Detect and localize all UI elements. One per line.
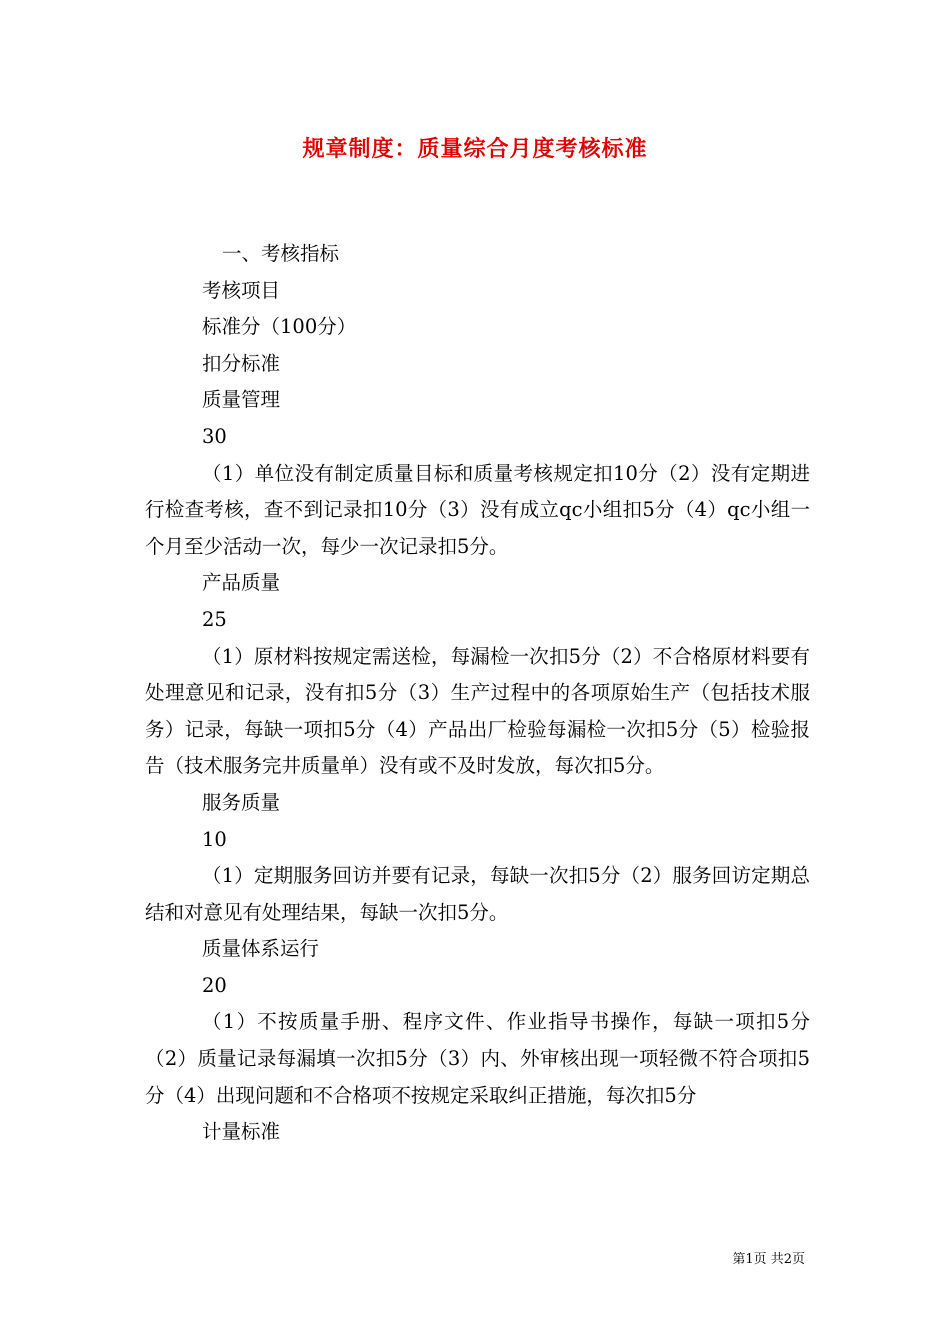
item-score: 10 — [202, 827, 227, 851]
item-criteria: （1）单位没有制定质量目标和质量考核规定扣10分（2）没有定期进行检查考核，查不到记录扣10分（3）没有成立qc小组扣5分（4）qc小组一个月至少活动一次，每少一次记录扣5分。 — [145, 461, 810, 558]
item-name: 质量体系运行 — [202, 937, 320, 961]
item-criteria: （1）定期服务回访并要有记录，每缺一次扣5分（2）服务回访定期总结和对意见有处理结果，每缺一次扣5分。 — [145, 864, 810, 924]
header-score-label: 标准分（100分） — [202, 315, 357, 339]
item-criteria: （1）原材料按规定需送检，每漏检一次扣5分（2）不合格原材料要有处理意见和记录，没有扣5分（3）生产过程中的各项原始生产（包括技术服务）记录，每缺一项扣5分（4）产品出厂检验每漏检一次扣5分（5）检验报告（技术服务完井质量单）没有或不及时发放，每次扣5分。 — [145, 644, 810, 778]
item-score: 30 — [202, 424, 227, 448]
header-item-label: 考核项目 — [202, 278, 281, 302]
item-name: 计量标准 — [202, 1120, 281, 1144]
item-name: 质量管理 — [202, 388, 281, 412]
section-heading: 一、考核指标 — [222, 242, 340, 265]
header-criteria-label: 扣分标准 — [202, 351, 281, 375]
item-name: 产品质量 — [202, 571, 281, 595]
page-title: 规章制度：质量综合月度考核标准 — [302, 136, 648, 162]
page-footer: 第1页 共2页 — [732, 1252, 805, 1267]
document-body — [145, 236, 810, 1151]
item-score: 25 — [202, 607, 227, 631]
item-criteria: （1）不按质量手册、程序文件、作业指导书操作，每缺一项扣5分（2）质量记录每漏填一次扣5分（3）内、外审核出现一项轻微不符合项扣5分（4）出现问题和不合格项不按规定采取纠正措施，每次扣5分 — [145, 1010, 810, 1107]
item-score: 20 — [202, 973, 227, 997]
item-name: 服务质量 — [202, 790, 281, 814]
